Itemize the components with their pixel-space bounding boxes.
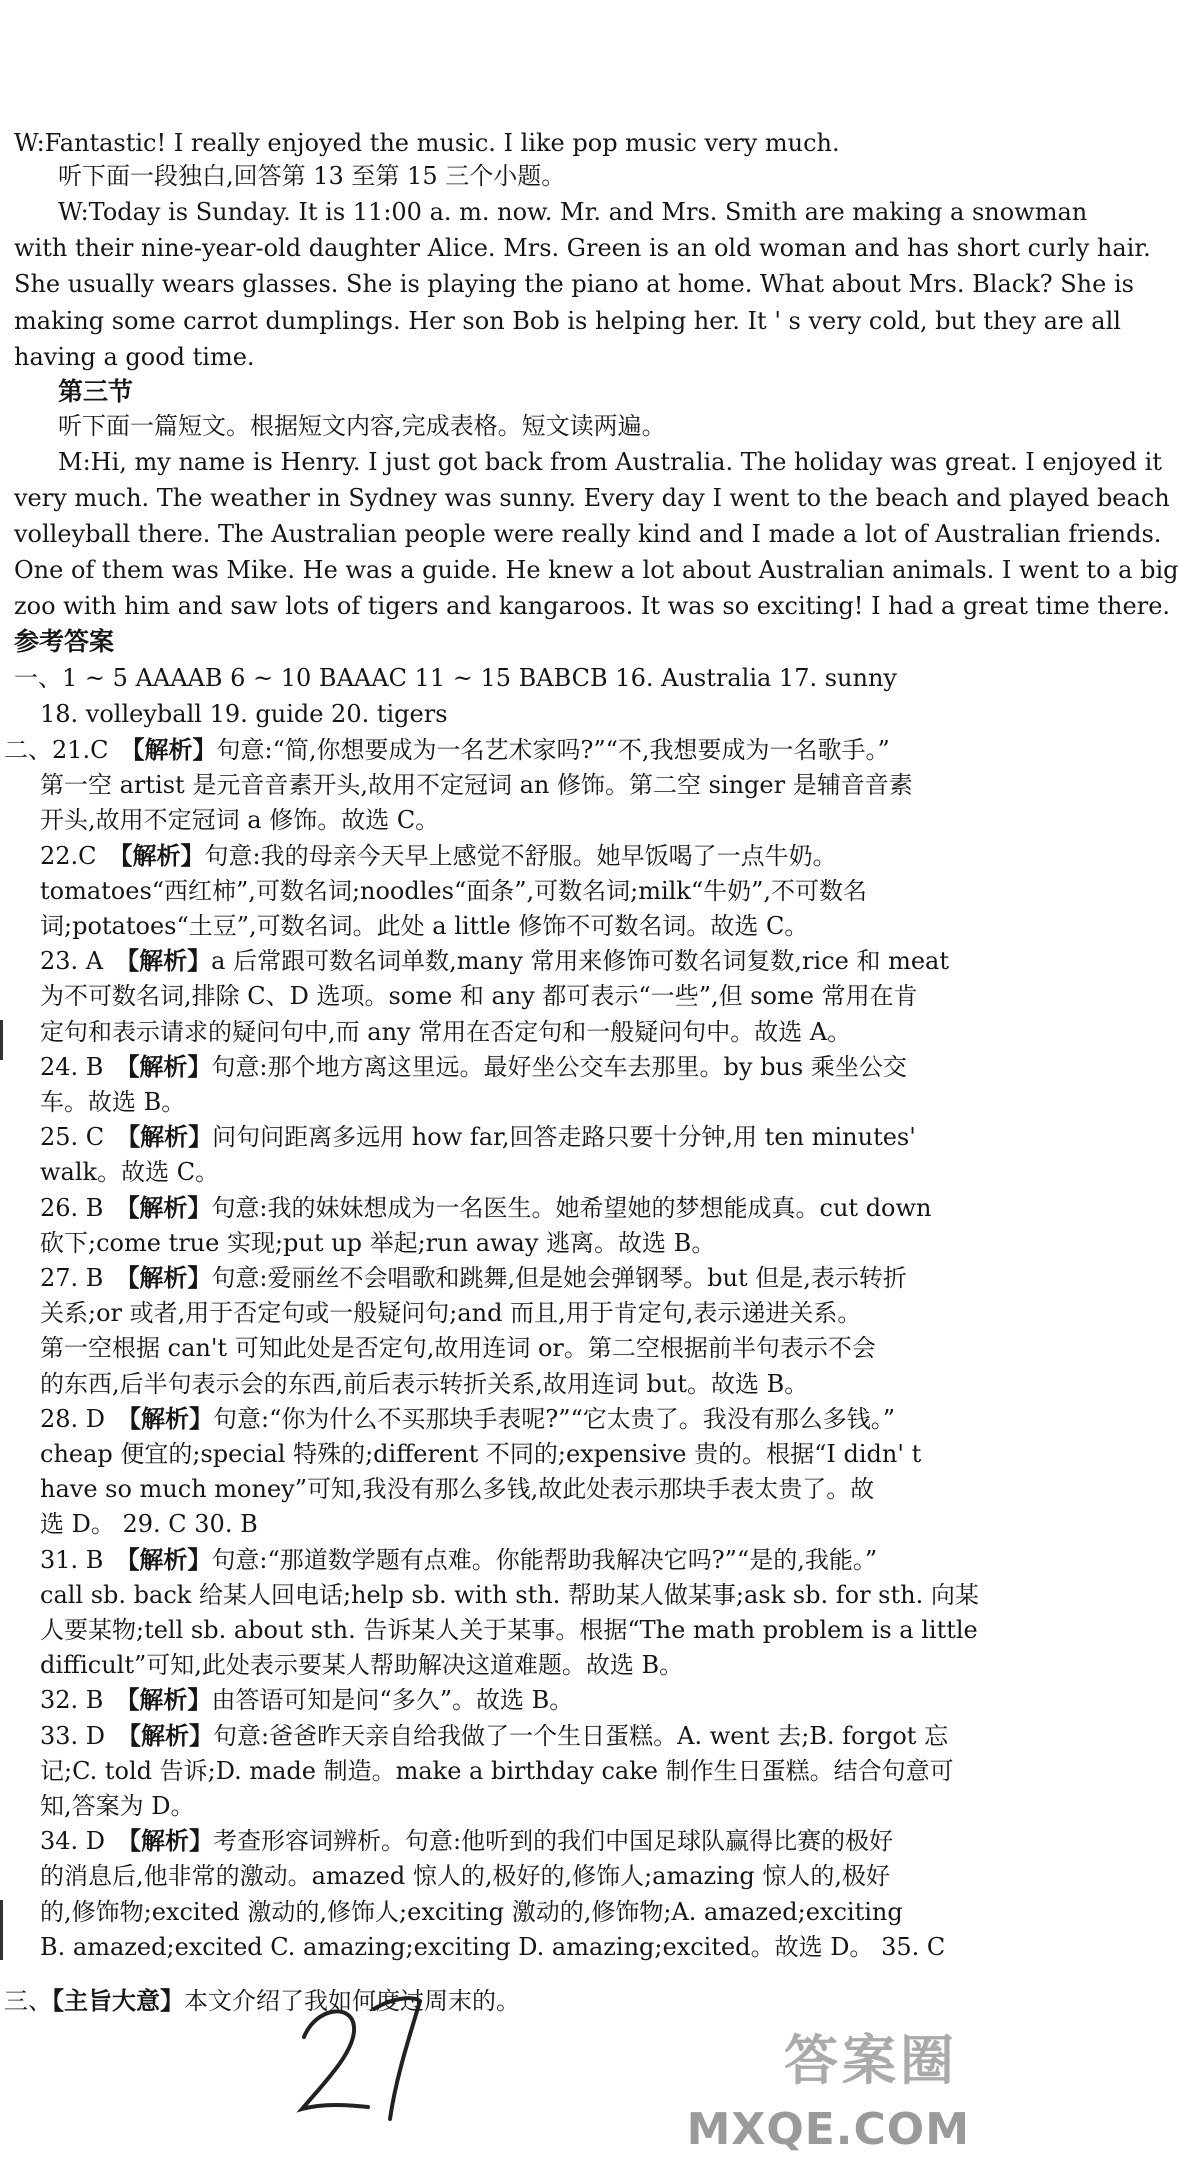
explanation-line: 记;C. told 告诉;D. made 制造。make a birthday cake 制作生日蛋糕。结合句意可	[40, 1757, 954, 1785]
explanation-line: 第一空 artist 是元音音素开头,故用不定冠词 an 修饰。第二空 singer 是辅音音素	[40, 771, 913, 799]
analysis-tag: 【解析】	[117, 1721, 214, 1750]
analysis-tag: 【解析】	[115, 1545, 212, 1574]
analysis-tag: 【解析】	[115, 1685, 212, 1714]
dialogue-end: W:Fantastic! I really enjoyed the music. I like pop music very much.	[14, 129, 840, 157]
scan-edge-mark	[0, 1020, 3, 1060]
explanation-first-line	[40, 1121, 916, 1153]
analysis-tag: 【解析】	[116, 1122, 213, 1151]
explanation-first-line	[40, 945, 949, 977]
explanation-line: 关系;or 或者,用于否定句或一般疑问句;and 而且,用于肯定句,表示递进关系。	[40, 1299, 862, 1327]
explanation-first-line	[40, 1544, 877, 1576]
explanation-first-line	[40, 1262, 907, 1294]
explanation-text: 句意:爱丽丝不会唱歌和跳舞,但是她会弹钢琴。but 但是,表示转折	[211, 1264, 907, 1292]
part3-summary	[4, 1985, 520, 2017]
passage-line: M:Hi, my name is Henry. I just got back from Australia. The holiday was great. I enjoyed it	[58, 448, 1162, 476]
explanation-text: 句意:“简,你想要成为一名艺术家吗?”“不,我想要成为一名歌手。”	[216, 736, 890, 764]
explanation-text: 由答语可知是问“多久”。故选 B。	[211, 1686, 574, 1714]
analysis-tag: 【解析】	[117, 1826, 214, 1855]
explanation-text: 句意:我的妹妹想成为一名医生。她希望她的梦想能成真。cut down	[211, 1194, 932, 1222]
instruction-13-15: 听下面一段独白,回答第 13 至第 15 三个小题。	[58, 162, 566, 190]
explanation-line: 选 D。 29. C 30. B	[40, 1510, 258, 1538]
explanation-text: 问句问距离多远用 how far,回答走路只要十分钟,用 ten minutes'	[212, 1123, 916, 1151]
analysis-tag: 【解析】	[120, 735, 217, 764]
question-number: 27. B	[40, 1264, 104, 1292]
explanation-text: 句意:那个地方离这里远。最好坐公交车去那里。by bus 乘坐公交	[211, 1053, 907, 1081]
passage-line: One of them was Mike. He was a guide. He knew a lot about Australian animals. I went to a big	[14, 556, 1179, 584]
question-number: 34. D	[40, 1827, 106, 1855]
analysis-tag: 【解析】	[115, 1052, 212, 1081]
analysis-tag: 【解析】	[108, 841, 205, 870]
passage-line: very much. The weather in Sydney was sunny. Every day I went to the beach and played beach	[14, 484, 1170, 512]
section3-instruction: 听下面一篇短文。根据短文内容,完成表格。短文读两遍。	[58, 412, 666, 440]
part3-number: 三、	[4, 1987, 52, 2015]
explanation-line: have so much money”可知,我没有那么多钱,故此处表示那块手表太贵了。故	[40, 1475, 875, 1503]
monologue-line: W:Today is Sunday. It is 11:00 a. m. now. Mr. and Mrs. Smith are making a snowman	[58, 198, 1088, 226]
part1-answers: 一、1 ~ 5 AAAAB 6 ~ 10 BAAAC 11 ~ 15 BABCB 16. Australia 17. sunny	[14, 664, 897, 692]
monologue-line: making some carrot dumplings. Her son Bob is helping her. It ' s very cold, but they are all	[14, 307, 1121, 335]
passage-line: zoo with him and saw lots of tigers and kangaroos. It was so exciting! I had a great time there.	[14, 592, 1171, 620]
analysis-tag: 【解析】	[115, 1193, 212, 1222]
question-number: 26. B	[40, 1194, 104, 1222]
explanation-line: 词;potatoes“土豆”,可数名词。此处 a little 修饰不可数名词。故选 C。	[40, 912, 809, 940]
passage-line: volleyball there. The Australian people were really kind and I made a lot of Australian friends.	[14, 520, 1162, 548]
explanation-line: 的东西,后半句表示会的东西,前后表示转折关系,故用连词 but。故选 B。	[40, 1370, 809, 1398]
analysis-tag: 【解析】	[117, 1404, 214, 1433]
question-number: 25. C	[40, 1123, 105, 1151]
explanation-line: 的,修饰物;excited 激动的,修饰人;exciting 激动的,修饰物;A. amazed;exciting	[40, 1898, 903, 1926]
explanation-first-line	[40, 1684, 573, 1716]
explanation-line: 开头,故用不定冠词 a 修饰。故选 C。	[40, 806, 440, 834]
monologue-line: She usually wears glasses. She is playing the piano at home. What about Mrs. Black? She is	[14, 270, 1134, 298]
watermark-url: MXQE.COM	[686, 2104, 970, 2155]
question-number: 28. D	[40, 1405, 106, 1433]
explanation-text: 句意:我的母亲今天早上感觉不舒服。她早饭喝了一点牛奶。	[204, 842, 837, 870]
explanation-line: tomatoes“西红柿”,可数名词;noodles“面条”,可数名词;milk“牛奶”,不可数名	[40, 877, 868, 905]
explanation-line: cheap 便宜的;special 特殊的;different 不同的;expensive 贵的。根据“I didn' t	[40, 1440, 922, 1468]
explanation-text: 句意:“那道数学题有点难。你能帮助我解决它吗?”“是的,我能。”	[211, 1546, 878, 1574]
question-number: 32. B	[40, 1686, 104, 1714]
explanation-line: 人要某物;tell sb. about sth. 告诉某人关于某事。根据“The math problem is a little	[40, 1616, 978, 1644]
explanation-line: 为不可数名词,排除 C、D 选项。some 和 any 都可表示“一些”,但 some 常用在肯	[40, 982, 918, 1010]
question-number: 二、21.C	[4, 736, 109, 764]
explanation-text: 句意:爸爸昨天亲自给我做了一个生日蛋糕。A. went 去;B. forgot 忘	[213, 1722, 949, 1750]
watermark	[686, 2029, 988, 2171]
explanation-line: 第一空根据 can't 可知此处是否定句,故用连词 or。第二空根据前半句表示不会	[40, 1334, 876, 1362]
watermark-logo-text: 答案圈	[784, 2029, 958, 2092]
explanation-text: a 后常跟可数名词单数,many 常用来修饰可数名词复数,rice 和 meat	[211, 947, 950, 975]
main-idea-tag: 【主旨大意】	[52, 1986, 184, 2015]
explanation-text: 句意:“你为什么不买那块手表呢?”“它太贵了。我没有那么多钱。”	[213, 1405, 896, 1433]
scan-edge-mark	[0, 1900, 3, 1960]
explanation-first-line	[40, 1720, 948, 1752]
answers-title: 参考答案	[14, 627, 115, 656]
explanation-first-line	[40, 1825, 893, 1857]
question-number: 31. B	[40, 1546, 104, 1574]
explanation-text: 考查形容词辨析。句意:他听到的我们中国足球队赢得比赛的极好	[213, 1827, 894, 1855]
explanation-first-line	[40, 1192, 932, 1224]
question-number: 23. A	[40, 947, 104, 975]
explanation-line: 知,答案为 D。	[40, 1792, 195, 1820]
analysis-tag: 【解析】	[115, 946, 212, 975]
explanation-line: 车。故选 B。	[40, 1088, 186, 1116]
monologue-line: having a good time.	[14, 343, 255, 371]
question-number: 22.C	[40, 842, 97, 870]
handwritten-page-number	[290, 1985, 430, 2135]
explanation-line: 砍下;come true 实现;put up 举起;run away 逃离。故选 B。	[40, 1229, 716, 1257]
explanation-line: difficult”可知,此处表示要某人帮助解决这道难题。故选 B。	[40, 1651, 684, 1679]
explanation-line: 的消息后,他非常的激动。amazed 惊人的,极好的,修饰人;amazing 惊人的,极好	[40, 1862, 890, 1890]
question-number: 33. D	[40, 1722, 106, 1750]
explanation-line: 定句和表示请求的疑问句中,而 any 常用在否定句和一般疑问句中。故选 A。	[40, 1018, 852, 1046]
part1-answers: 18. volleyball 19. guide 20. tigers	[40, 700, 448, 728]
explanation-first-line	[40, 1403, 895, 1435]
monologue-line: with their nine-year-old daughter Alice. Mrs. Green is an old woman and has short curly hair.	[14, 234, 1151, 262]
main-idea-text: 本文介绍了我如何度过周末的。	[184, 1987, 520, 2015]
explanation-line: call sb. back 给某人回电话;help sb. with sth. 帮助某人做某事;ask sb. for sth. 向某	[40, 1581, 979, 1609]
question-number: 24. B	[40, 1053, 104, 1081]
explanation-line: B. amazed;excited C. amazing;exciting D. amazing;excited。故选 D。 35. C	[40, 1933, 946, 1961]
explanation-first-line	[40, 840, 837, 872]
section3-title: 第三节	[58, 377, 134, 406]
explanation-first-line	[4, 734, 890, 766]
explanation-first-line	[40, 1051, 907, 1083]
analysis-tag: 【解析】	[115, 1263, 212, 1292]
explanation-line: walk。故选 C。	[40, 1158, 220, 1186]
